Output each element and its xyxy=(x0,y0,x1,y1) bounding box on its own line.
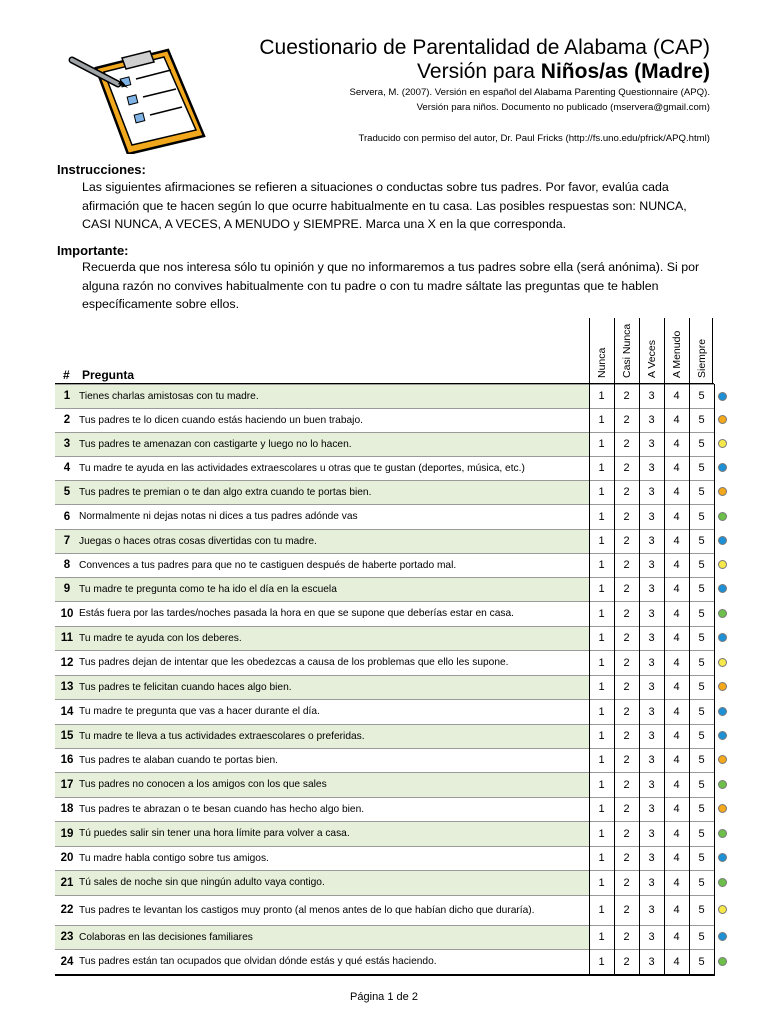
table-row xyxy=(55,675,714,699)
answer-option-2[interactable]: 2 xyxy=(614,949,639,975)
answer-option-3[interactable]: 3 xyxy=(639,529,664,553)
answer-option-5[interactable]: 5 xyxy=(689,650,714,675)
answer-option-4[interactable]: 4 xyxy=(664,821,689,846)
answer-option-4[interactable]: 4 xyxy=(664,724,689,748)
table-row xyxy=(55,553,714,577)
answer-option-3[interactable]: 3 xyxy=(639,772,664,797)
answer-option-4[interactable]: 4 xyxy=(664,577,689,601)
answer-option-1[interactable]: 1 xyxy=(589,650,614,675)
question-number: 13 xyxy=(55,675,79,699)
answer-option-1[interactable]: 1 xyxy=(589,895,614,925)
question-number: 15 xyxy=(55,724,79,748)
category-dot xyxy=(718,905,727,914)
questions-table xyxy=(55,384,715,976)
answer-option-1[interactable]: 1 xyxy=(589,797,614,821)
option-header-a-menudo: A Menudo xyxy=(664,318,688,384)
answer-option-3[interactable]: 3 xyxy=(639,925,664,949)
table-row xyxy=(55,699,714,724)
answer-option-1[interactable]: 1 xyxy=(589,601,614,626)
answer-option-2[interactable]: 2 xyxy=(614,504,639,529)
category-dot xyxy=(718,804,727,813)
answer-option-5[interactable]: 5 xyxy=(689,846,714,870)
permission-note: Traducido con permiso del autor, Dr. Paul Fricks (http://fs.uno.edu/pfrick/APQ.html) xyxy=(358,133,710,144)
table-row xyxy=(55,895,714,925)
question-text: Tienes charlas amistosas con tu madre. xyxy=(79,385,589,409)
answer-option-2[interactable]: 2 xyxy=(614,553,639,577)
answer-option-5[interactable]: 5 xyxy=(689,925,714,949)
answer-option-2[interactable]: 2 xyxy=(614,480,639,504)
answer-option-1[interactable]: 1 xyxy=(589,925,614,949)
question-number: 12 xyxy=(60,656,74,669)
answer-option-1[interactable]: 1 xyxy=(589,504,614,529)
question-text: Convences a tus padres para que no te castiguen después de haberte portado mal. xyxy=(79,559,457,571)
question-text: Normalmente ni dejas notas ni dices a tus padres adónde vas xyxy=(79,511,358,522)
answer-option-2[interactable]: 2 xyxy=(614,748,639,772)
question-text: Tus padres están tan ocupados que olvidan dónde estás y qué estás haciendo. xyxy=(79,956,437,967)
instructions-text: Las siguientes afirmaciones se refieren a situaciones o conductas sobre tus padres. Por favor, evalúa cada afirmación que te hacen según lo que ocurre habitualmente en tu casa. Las posibles respuestas son: NUNCA, CASI NUNCA, A VECES, A MENUDO y SIEMPRE. Marca una X en la que corresponda. xyxy=(82,180,687,232)
answer-option-4[interactable]: 4 xyxy=(664,480,689,504)
answer-option-4[interactable]: 4 xyxy=(664,529,689,553)
answer-option-2[interactable]: 2 xyxy=(614,870,639,895)
answer-option-1[interactable]: 1 xyxy=(589,432,614,456)
answer-option-5[interactable]: 5 xyxy=(689,553,714,577)
question-number: 8 xyxy=(63,559,71,571)
category-dot xyxy=(718,439,727,448)
question-number: 21 xyxy=(55,870,79,895)
answer-option-1[interactable]: 1 xyxy=(589,724,614,748)
table-row xyxy=(55,724,714,748)
answer-option-1[interactable]: 1 xyxy=(589,846,614,870)
important-heading: Importante: xyxy=(57,243,129,258)
page-footer: Página 1 de 2 xyxy=(350,991,418,1003)
answer-option-3[interactable]: 3 xyxy=(639,626,664,650)
answer-option-5[interactable]: 5 xyxy=(689,895,714,925)
answer-option-4[interactable]: 4 xyxy=(664,408,689,432)
answer-option-5[interactable]: 5 xyxy=(689,456,714,480)
category-dot xyxy=(718,584,727,593)
answer-option-1[interactable]: 1 xyxy=(589,748,614,772)
question-number: 23 xyxy=(55,925,79,949)
question-text: Tus padres te amenazan con castigarte y luego no lo hacen. xyxy=(79,432,589,456)
category-dot xyxy=(718,609,727,618)
table-row xyxy=(55,601,714,626)
answer-option-2[interactable]: 2 xyxy=(614,925,639,949)
question-number: 10 xyxy=(60,607,74,620)
answer-option-3[interactable]: 3 xyxy=(639,797,664,821)
table-row xyxy=(55,432,714,456)
category-dot xyxy=(718,682,727,691)
answer-option-3[interactable]: 3 xyxy=(639,577,664,601)
category-dot xyxy=(718,633,727,642)
answer-option-4[interactable]: 4 xyxy=(664,748,689,772)
category-dot xyxy=(718,878,727,887)
category-dot xyxy=(718,731,727,740)
answer-option-5[interactable]: 5 xyxy=(689,724,714,748)
answer-option-2[interactable]: 2 xyxy=(614,650,639,675)
question-number: 7 xyxy=(55,529,79,553)
question-text: Estás fuera por las tardes/noches pasada la hora en que se supone que deberías estar en casa. xyxy=(79,608,514,619)
answer-option-2[interactable]: 2 xyxy=(614,601,639,626)
answer-option-1[interactable]: 1 xyxy=(589,408,614,432)
table-row xyxy=(55,772,714,797)
answer-option-1[interactable]: 1 xyxy=(589,949,614,975)
answer-option-3[interactable]: 3 xyxy=(639,601,664,626)
category-dot xyxy=(718,957,727,966)
answer-option-4[interactable]: 4 xyxy=(664,553,689,577)
answer-option-2[interactable]: 2 xyxy=(614,699,639,724)
question-text: Tu madre te ayuda con los deberes. xyxy=(79,626,589,650)
form-title: Cuestionario de Parentalidad de Alabama (CAP) xyxy=(259,36,710,59)
answer-option-3[interactable]: 3 xyxy=(639,949,664,975)
answer-option-3[interactable]: 3 xyxy=(639,504,664,529)
category-dot xyxy=(718,415,727,424)
question-number: 17 xyxy=(55,772,79,797)
answer-option-2[interactable]: 2 xyxy=(614,456,639,480)
answer-option-1[interactable]: 1 xyxy=(589,385,614,409)
question-number: 9 xyxy=(55,577,79,601)
citation-line-2: Versión para niños. Documento no publicado (mservera@gmail.com) xyxy=(416,102,710,113)
answer-option-2[interactable]: 2 xyxy=(614,529,639,553)
answer-option-3[interactable]: 3 xyxy=(639,895,664,925)
answer-option-3[interactable]: 3 xyxy=(639,748,664,772)
question-number: 6 xyxy=(63,510,71,523)
category-dot xyxy=(718,780,727,789)
table-row xyxy=(55,870,714,895)
answer-option-4[interactable]: 4 xyxy=(664,870,689,895)
answer-option-4[interactable]: 4 xyxy=(664,385,689,409)
question-text: Tu madre te lleva a tus actividades extraescolares o preferidas. xyxy=(79,724,589,748)
clipboard-icon xyxy=(72,50,204,154)
table-row xyxy=(55,529,714,553)
question-number: 2 xyxy=(63,414,71,426)
table-row xyxy=(55,925,714,949)
answer-option-3[interactable]: 3 xyxy=(639,553,664,577)
important-text: Recuerda que nos interesa sólo tu opinión y que no informaremos a tus padres sobre ella (será anónima). Si por alguna razón no convives habitualmente con tu padre o con tu madre sáltate las preguntas que te hablen específicamente sobre ellos. xyxy=(82,260,700,312)
question-text: Tus padres no conocen a los amigos con los que sales xyxy=(79,772,589,797)
option-header-casi-nunca: Casi Nunca xyxy=(614,318,638,384)
answer-option-3[interactable]: 3 xyxy=(639,650,664,675)
category-dot xyxy=(718,707,727,716)
answer-option-2[interactable]: 2 xyxy=(614,846,639,870)
question-number: 18 xyxy=(60,803,74,815)
table-row xyxy=(55,480,714,504)
answer-option-5[interactable]: 5 xyxy=(689,626,714,650)
answer-option-5[interactable]: 5 xyxy=(689,772,714,797)
answer-option-3[interactable]: 3 xyxy=(639,724,664,748)
table-row xyxy=(55,650,714,675)
option-header-a-veces: A Veces xyxy=(639,318,663,384)
answer-option-2[interactable]: 2 xyxy=(614,626,639,650)
answer-option-1[interactable]: 1 xyxy=(589,699,614,724)
question-text: Tus padres te premian o te dan algo extra cuando te portas bien. xyxy=(79,480,589,504)
answer-option-2[interactable]: 2 xyxy=(614,385,639,409)
question-text: Tu madre habla contigo sobre tus amigos. xyxy=(79,852,269,864)
table-row xyxy=(55,846,714,870)
answer-option-5[interactable]: 5 xyxy=(689,480,714,504)
answer-option-2[interactable]: 2 xyxy=(614,724,639,748)
column-number-header: # xyxy=(63,368,70,382)
table-row xyxy=(55,456,714,480)
answer-option-2[interactable]: 2 xyxy=(614,432,639,456)
table-row xyxy=(55,821,714,846)
answer-option-4[interactable]: 4 xyxy=(664,925,689,949)
category-dot xyxy=(718,392,727,401)
question-text: Tus padres te lo dicen cuando estás haciendo un buen trabajo. xyxy=(79,414,363,426)
question-number: 3 xyxy=(55,432,79,456)
category-dot xyxy=(718,487,727,496)
answer-option-5[interactable]: 5 xyxy=(689,432,714,456)
answer-option-4[interactable]: 4 xyxy=(664,846,689,870)
subtitle-bold: Niños/as (Madre) xyxy=(540,60,710,83)
answer-option-4[interactable]: 4 xyxy=(664,675,689,699)
option-header-siempre: Siempre xyxy=(689,318,713,384)
category-dot xyxy=(718,932,727,941)
answer-option-4[interactable]: 4 xyxy=(664,650,689,675)
answer-option-5[interactable]: 5 xyxy=(689,408,714,432)
table-row xyxy=(55,949,714,975)
answer-option-2[interactable]: 2 xyxy=(614,577,639,601)
question-number: 14 xyxy=(60,705,74,718)
question-number: 4 xyxy=(63,462,71,474)
question-number: 19 xyxy=(55,821,79,846)
answer-option-2[interactable]: 2 xyxy=(614,408,639,432)
question-number: 24 xyxy=(60,955,74,968)
category-dot xyxy=(718,658,727,667)
answer-option-3[interactable]: 3 xyxy=(639,480,664,504)
answer-option-1[interactable]: 1 xyxy=(589,553,614,577)
answer-option-1[interactable]: 1 xyxy=(589,675,614,699)
question-number: 5 xyxy=(55,480,79,504)
question-text: Tus padres te levantan los castigos muy pronto (al menos antes de lo que habían dicho que duraría). xyxy=(79,904,535,916)
answer-option-1[interactable]: 1 xyxy=(589,577,614,601)
answer-option-1[interactable]: 1 xyxy=(589,456,614,480)
answer-option-5[interactable]: 5 xyxy=(689,821,714,846)
answer-option-4[interactable]: 4 xyxy=(664,601,689,626)
question-text: Tus padres te felicitan cuando haces algo bien. xyxy=(79,675,589,699)
category-dot xyxy=(718,755,727,764)
category-dot xyxy=(718,853,727,862)
answer-option-5[interactable]: 5 xyxy=(689,577,714,601)
answer-option-3[interactable]: 3 xyxy=(639,432,664,456)
answer-option-3[interactable]: 3 xyxy=(639,408,664,432)
instructions-heading: Instrucciones: xyxy=(57,162,146,177)
option-header-nunca: Nunca xyxy=(589,318,613,384)
clipboard-logo xyxy=(66,42,206,154)
answer-option-4[interactable]: 4 xyxy=(664,949,689,975)
answer-option-5[interactable]: 5 xyxy=(689,949,714,975)
answer-option-5[interactable]: 5 xyxy=(689,748,714,772)
category-dot xyxy=(718,560,727,569)
answer-option-1[interactable]: 1 xyxy=(589,870,614,895)
table-row xyxy=(55,408,714,432)
table-row xyxy=(55,748,714,772)
table-row xyxy=(55,385,714,409)
question-text: Colaboras en las decisiones familiares xyxy=(79,925,589,949)
question-number: 16 xyxy=(60,754,74,766)
category-dot xyxy=(718,512,727,521)
answer-option-5[interactable]: 5 xyxy=(689,529,714,553)
option-headers xyxy=(589,318,714,384)
answer-option-3[interactable]: 3 xyxy=(639,846,664,870)
table-row xyxy=(55,797,714,821)
category-dot xyxy=(718,536,727,545)
question-number: 1 xyxy=(55,385,79,409)
answer-option-4[interactable]: 4 xyxy=(664,504,689,529)
question-text: Tú sales de noche sin que ningún adulto vaya contigo. xyxy=(79,870,589,895)
answer-option-1[interactable]: 1 xyxy=(589,772,614,797)
answer-option-3[interactable]: 3 xyxy=(639,870,664,895)
answer-option-5[interactable]: 5 xyxy=(689,797,714,821)
answer-option-4[interactable]: 4 xyxy=(664,432,689,456)
question-text: Tus padres te alaban cuando te portas bien. xyxy=(79,754,278,766)
answer-option-3[interactable]: 3 xyxy=(639,456,664,480)
question-text: Juegas o haces otras cosas divertidas con tu madre. xyxy=(79,529,589,553)
question-number: 22 xyxy=(60,904,74,916)
table-row xyxy=(55,577,714,601)
citation-line-1: Servera, M. (2007). Versión en español del Alabama Parenting Questionnaire (APQ). xyxy=(349,87,710,98)
answer-option-5[interactable]: 5 xyxy=(689,504,714,529)
answer-option-2[interactable]: 2 xyxy=(614,772,639,797)
answer-option-3[interactable]: 3 xyxy=(639,675,664,699)
question-text: Tú puedes salir sin tener una hora límite para volver a casa. xyxy=(79,821,589,846)
answer-option-2[interactable]: 2 xyxy=(614,797,639,821)
answer-option-1[interactable]: 1 xyxy=(589,480,614,504)
question-number: 11 xyxy=(55,626,79,650)
question-text: Tu madre te pregunta como te ha ido el día en la escuela xyxy=(79,577,589,601)
answer-option-3[interactable]: 3 xyxy=(639,385,664,409)
category-dot xyxy=(718,829,727,838)
table-row xyxy=(55,626,714,650)
column-question-header: Pregunta xyxy=(82,368,135,382)
question-text: Tus padres dejan de intentar que les obedezcas a causa de los problemas que ello les supone. xyxy=(79,657,509,668)
answer-option-1[interactable]: 1 xyxy=(589,529,614,553)
answer-option-2[interactable]: 2 xyxy=(614,675,639,699)
answer-option-2[interactable]: 2 xyxy=(614,895,639,925)
table-row xyxy=(55,504,714,529)
answer-option-5[interactable]: 5 xyxy=(689,675,714,699)
answer-option-2[interactable]: 2 xyxy=(614,821,639,846)
question-text: Tu madre te pregunta que vas a hacer durante el día. xyxy=(79,706,320,717)
answer-option-4[interactable]: 4 xyxy=(664,895,689,925)
category-dot xyxy=(718,463,727,472)
answer-option-3[interactable]: 3 xyxy=(639,699,664,724)
answer-option-3[interactable]: 3 xyxy=(639,821,664,846)
answer-option-5[interactable]: 5 xyxy=(689,699,714,724)
answer-option-4[interactable]: 4 xyxy=(664,456,689,480)
answer-option-5[interactable]: 5 xyxy=(689,870,714,895)
question-text: Tu madre te ayuda en las actividades extraescolares u otras que te gustan (deportes, música, etc.) xyxy=(79,462,525,474)
answer-option-5[interactable]: 5 xyxy=(689,601,714,626)
form-subtitle xyxy=(417,60,710,84)
answer-option-1[interactable]: 1 xyxy=(589,626,614,650)
answer-option-4[interactable]: 4 xyxy=(664,772,689,797)
answer-option-4[interactable]: 4 xyxy=(664,699,689,724)
answer-option-4[interactable]: 4 xyxy=(664,797,689,821)
question-number: 20 xyxy=(60,852,74,864)
subtitle-prefix: Versión para xyxy=(417,60,541,83)
question-text: Tus padres te abrazan o te besan cuando has hecho algo bien. xyxy=(79,803,365,815)
answer-option-4[interactable]: 4 xyxy=(664,626,689,650)
answer-option-1[interactable]: 1 xyxy=(589,821,614,846)
answer-option-5[interactable]: 5 xyxy=(689,385,714,409)
